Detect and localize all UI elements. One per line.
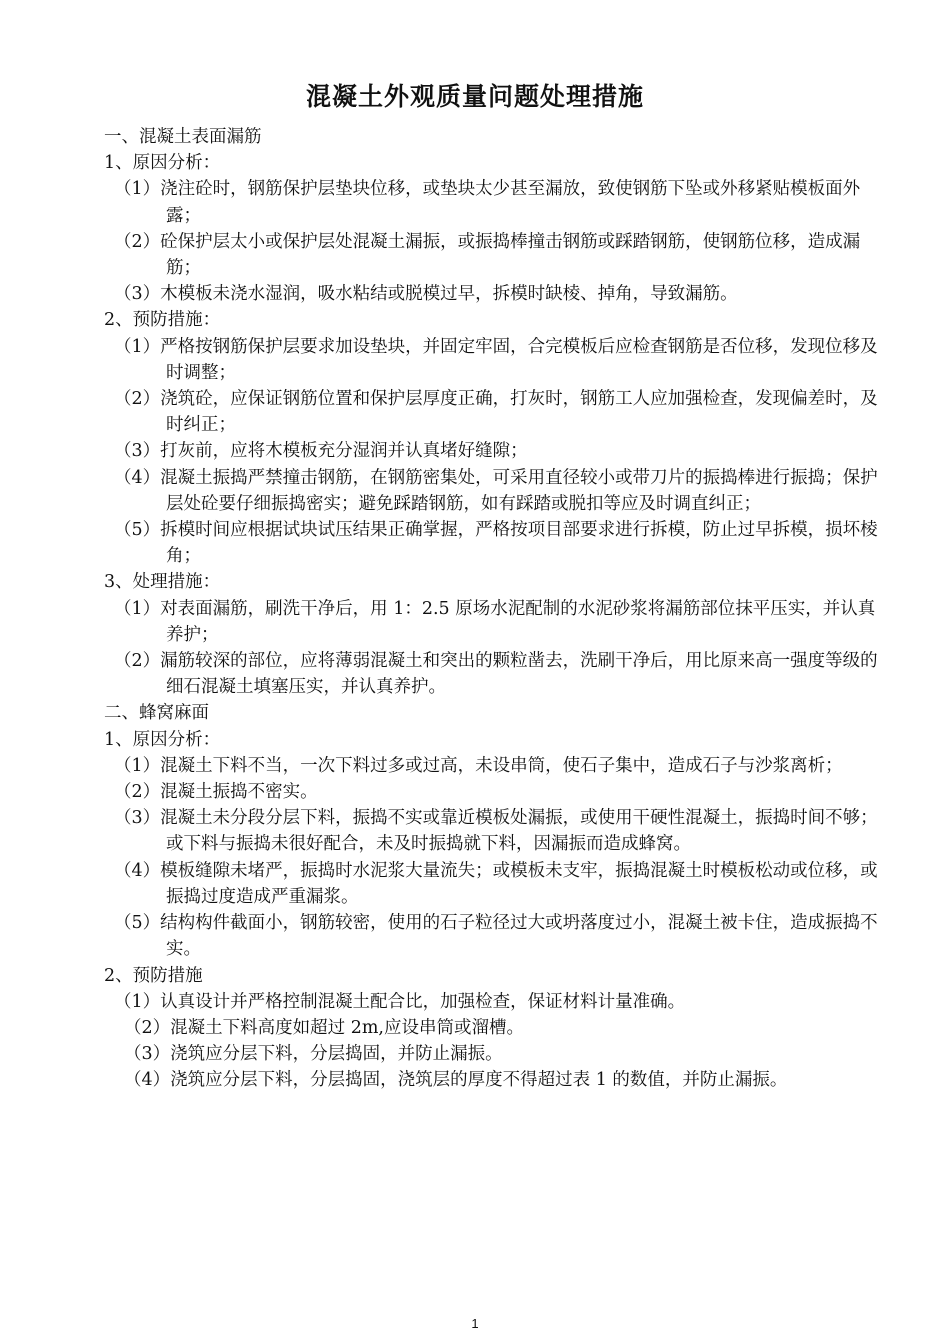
section-heading: 二、蜂窝麻面: [104, 703, 209, 724]
list-item: （3）打灰前，应将木模板充分湿润并认真堵好缝隙；: [114, 441, 528, 462]
list-item: （2）漏筋较深的部位，应将薄弱混凝土和突出的颗粒凿去，洗刷干净后，用比原来高一强度等级的细石混凝土填塞压实，并认真养护。: [114, 651, 878, 698]
list-item: （4）混凝土振捣严禁撞击钢筋，在钢筋密集处，可采用直径较小或带刀片的振捣棒进行振捣；保护层处砼要仔细振捣密实；避免踩踏钢筋，如有踩踏或脱扣等应及时调直纠正；: [114, 467, 878, 514]
list-item: （1）混凝土下料不当，一次下料过多或过高，未设串筒，使石子集中，造成石子与沙浆离析；: [114, 755, 843, 776]
list-item: （5）拆模时间应根据试块试压结果正确掌握，严格按项目部要求进行拆模，防止过早拆模，损坏棱角；: [114, 520, 878, 567]
subsection-heading: 3、处理措施：: [104, 572, 221, 593]
list-item: （1）浇注砼时，钢筋保护层垫块位移，或垫块太少甚至漏放，致使钢筋下坠或外移紧贴模板面外露；: [114, 179, 861, 226]
list-item: （2）砼保护层太小或保护层处混凝土漏振，或振捣棒撞击钢筋或踩踏钢筋，使钢筋位移，造成漏筋；: [114, 231, 861, 279]
document-body: [104, 124, 894, 1094]
subsection-heading: 1、原因分析：: [104, 153, 221, 174]
list-item: （1）对表面漏筋，刷洗干净后，用 1：2.5 原场水泥配制的水泥砂浆将漏筋部位抹平压实，并认真养护；: [114, 598, 876, 645]
list-item: （4）模板缝隙未堵严，振捣时水泥浆大量流失；或模板未支牢，振捣混凝土时模板松动或位移，或振捣过度造成严重漏浆。: [114, 860, 878, 907]
subsection-heading: 2、预防措施：: [104, 310, 221, 331]
list-item: （2）混凝土下料高度如超过 2m,应设串筒或溜槽。: [124, 1017, 524, 1038]
list-item: （1）认真设计并严格控制混凝土配合比，加强检查，保证材料计量准确。: [114, 991, 686, 1012]
list-item: （2）浇筑砼，应保证钢筋位置和保护层厚度正确，打灰时，钢筋工人应加强检查，发现偏差时，及时纠正；: [114, 389, 878, 436]
list-item: （3）浇筑应分层下料，分层捣固，并防止漏振。: [124, 1044, 503, 1065]
list-item: （1）严格按钢筋保护层要求加设垫块，并固定牢固，合完模板后应检查钢筋是否位移，发现位移及时调整；: [114, 336, 878, 383]
subsection-heading: 1、原因分析：: [104, 729, 221, 750]
list-item: （3）混凝土未分段分层下料，振捣不实或靠近模板处漏振，或使用干硬性混凝土，振捣时间不够；或下料与振捣未很好配合，未及时振捣就下料，因漏振而造成蜂窝。: [114, 808, 878, 855]
list-item: （4）浇筑应分层下料，分层捣固，浇筑层的厚度不得超过表 1 的数值，并防止漏振。: [124, 1070, 788, 1091]
document-title: 混凝土外观质量问题处理措施: [305, 82, 644, 111]
list-item: （5）结构构件截面小，钢筋较密，使用的石子粒径过大或坍落度过小，混凝土被卡住，造成振捣不实。: [114, 913, 878, 960]
subsection-heading: 2、预防措施: [104, 965, 203, 986]
list-item: （3）木模板未浇水湿润，吸水粘结或脱模过早，拆模时缺棱、掉角，导致漏筋。: [114, 284, 738, 305]
list-item: （2）混凝土振捣不密实。: [114, 782, 318, 803]
section-heading: 一、混凝土表面漏筋: [104, 127, 262, 147]
page-number: 1: [471, 1316, 479, 1331]
